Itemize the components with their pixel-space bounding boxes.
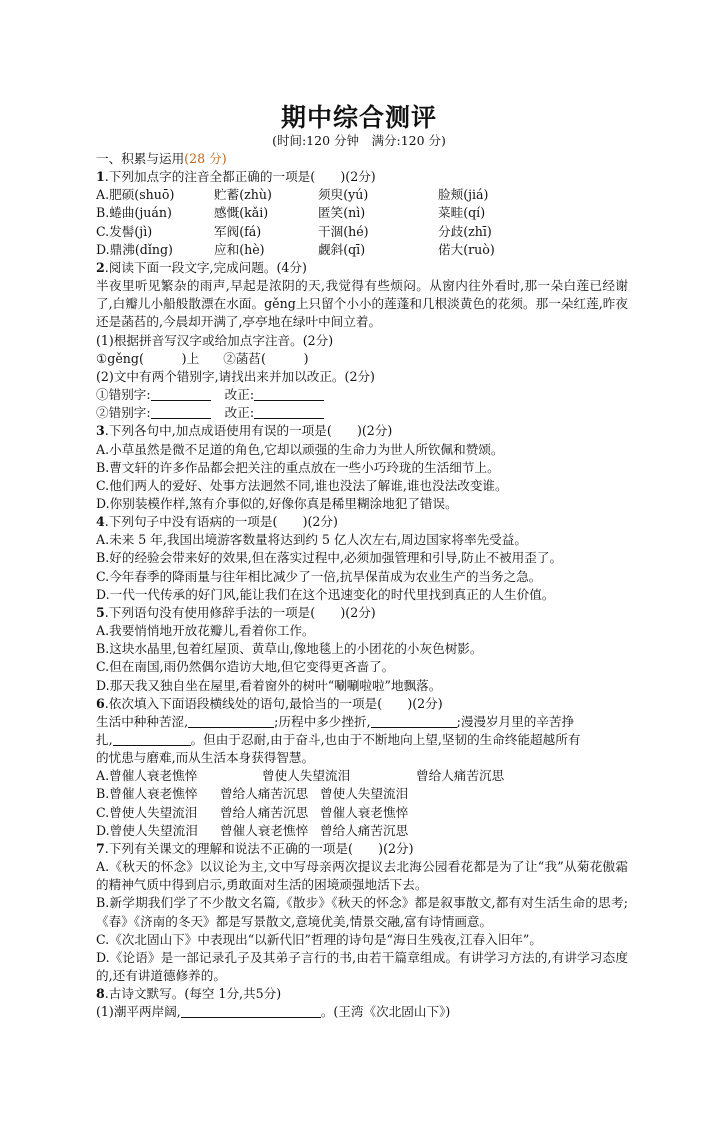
- question-number: 4: [96, 514, 105, 530]
- option: B.新学期我们学了不少散文名篇,《散步》《秋天的怀念》都是叙事散文,都有对生活生命的思考;《春》《济南的冬天》都是写景散文,意境优美,情景交融,富有诗情画意。: [96, 895, 628, 929]
- answer-blank[interactable]: [371, 714, 457, 728]
- answer-blank[interactable]: [254, 387, 324, 401]
- fill-in-line: 扎, 。但由于忍耐,由于奋斗,也由于不断地向上望,坚韧的生命终能超越所有: [96, 732, 581, 747]
- page-title: 期中综合测评: [280, 103, 437, 132]
- section-heading: [96, 150, 628, 168]
- option: C.但在南国,雨仍然偶尔造访大地,但它变得更吝啬了。: [96, 659, 395, 675]
- question-number: 2: [96, 259, 105, 275]
- option: A.《秋天的怀念》以议论为主,文中写母亲两次提议去北海公园看花都是为了让“我”从菊花傲霜的精神气质中得到启示,勇敢面对生活的困境顽强地活下去。: [96, 859, 628, 893]
- option-row: D.曾使人失望流泪 曾催人衰老憔悴 曾给人痛苦沉思: [96, 822, 409, 838]
- sub-question: (2)文中有两个错别字,请找出来并加以改正。(2分): [96, 368, 375, 384]
- option-row: B.蜷曲(juán) 感慨(kǎi) 匿笑(nì) 菜畦(qí): [96, 205, 486, 221]
- answer-line: ①gěng( )上 ②菡萏( ): [96, 350, 309, 366]
- question-7-stem: 7.下列有关课文的理解和说法不正确的一项是( )(2分): [96, 840, 414, 856]
- question-8-stem: 8.古诗文默写。(每空 1分,共5分): [96, 986, 282, 1002]
- option-row: C.发髻(jì) 军阀(fá) 干涸(hé) 分歧(zhī): [96, 223, 492, 239]
- option-row: A.肥硕(shuō) 贮蓄(zhù) 须臾(yú) 脸颊(jiá): [96, 187, 489, 203]
- answer-blank[interactable]: [151, 387, 211, 401]
- option-row: B.曾催人衰老憔悴 曾给人痛苦沉思 曾使人失望流泪: [96, 786, 409, 802]
- option: D.一代一代传承的好门风,能让我们在这个迅速变化的时代里找到真正的人生价值。: [96, 586, 555, 602]
- fill-in-line: (1)潮平两岸阔, 。(王湾《次北固山下》): [96, 1004, 451, 1020]
- option: A.我要悄悄地开放花瓣儿,看着你工作。: [96, 623, 315, 639]
- option: A.小草虽然是微不足道的角色,它却以顽强的生命力为世人所钦佩和赞颂。: [96, 441, 504, 457]
- option: D.那天我又独自坐在屋里,看着窗外的树叶“唰唰啦啦”地飘落。: [96, 677, 442, 693]
- answer-line: ②错别字: 改正:: [96, 404, 628, 422]
- answer-blank[interactable]: [181, 1004, 321, 1018]
- fill-in-line: 生活中种种苦涩, ;历程中多少挫折, ;漫漫岁月里的辛苦挣: [96, 713, 575, 729]
- question-4-stem: 4.下列句子中没有语病的一项是( )(2分): [96, 514, 338, 530]
- option: C.他们两人的爱好、处事方法迥然不同,谁也没法了解谁,谁也没法改变谁。: [96, 477, 508, 493]
- answer-blank[interactable]: [113, 732, 191, 746]
- question-number: 3: [96, 423, 105, 439]
- exam-info: (时间:120 分钟 满分:120 分): [272, 133, 446, 148]
- option: B.曹文轩的许多作品都会把关注的重点放在一些小巧玲珑的生活细节上。: [96, 459, 500, 475]
- question-number: 8: [96, 986, 105, 1002]
- option-row: A.曾催人衰老憔悴 曾使人失望流泪 曾给人痛苦沉思: [96, 768, 505, 784]
- answer-blank[interactable]: [151, 405, 211, 419]
- fill-in-line: 的忧患与磨难,而从生活本身获得智慧。: [96, 750, 315, 766]
- option: C.今年春季的降雨量与往年相比减少了一倍,抗旱保苗成为农业生产的当务之急。: [96, 568, 542, 584]
- question-number: 6: [96, 695, 105, 711]
- question-1-stem: 1.下列加点字的注音全都正确的一项是( )(2分): [96, 169, 376, 185]
- option: A.未来 5 年,我国出境游客数量将达到约 5 亿人次左右,周边国家将率先受益。: [96, 532, 527, 548]
- question-number: 5: [96, 604, 105, 620]
- question-number: 1: [96, 169, 105, 185]
- question-number: 7: [96, 840, 105, 856]
- option: D.你别装模作样,煞有介事似的,好像你真是稀里糊涂地犯了错误。: [96, 495, 458, 511]
- reading-passage: 半夜里听见繁杂的雨声,早起是浓阴的天,我觉得有些烦闷。从窗内往外看时,那一朵白莲已经谢了,白瓣儿小船般散漂在水面。gěng上只留个小小的莲蓬和几根淡黄色的花须。那一朵红莲,昨夜还是菡萏的,今晨却开满了,亭亭地在绿叶中间立着。: [96, 278, 628, 330]
- question-5-stem: 5.下列语句没有使用修辞手法的一项是( )(2分): [96, 604, 376, 620]
- question-3-stem: 3.下列各句中,加点成语使用有误的一项是( )(2分): [96, 423, 393, 439]
- sub-question: (1)根据拼音写汉字或给加点字注音。(2分): [96, 332, 334, 348]
- option: B.这块水晶里,包着红屋顶、黄草山,像地毯上的小团花的小灰色树影。: [96, 641, 483, 657]
- section-title: 一、积累与运用: [96, 151, 185, 166]
- exam-body: [96, 150, 628, 1022]
- option: C.《次北固山下》中表现出“以新代旧”哲理的诗句是“海日生残夜,江春入旧年”。: [96, 931, 542, 947]
- answer-line: ①错别字: 改正:: [96, 386, 628, 404]
- question-6-stem: 6.依次填入下面语段横线处的语句,最恰当的一项是( )(2分): [96, 695, 443, 711]
- option-row: D.鼎沸(dǐng) 应和(hè) 觑斜(qī) 偌大(ruò): [96, 241, 495, 257]
- answer-blank[interactable]: [254, 405, 324, 419]
- option: B.好的经验会带来好的效果,但在落实过程中,必须加强管理和引导,防止不被用歪了。: [96, 550, 563, 566]
- question-2-stem: 2.阅读下面一段文字,完成问题。(4分): [96, 259, 307, 275]
- option: D.《论语》是一部记录孔子及其弟子言行的书,由若干篇章组成。有讲学习方法的,有讲学习态度的,还有讲道德修养的。: [96, 949, 628, 984]
- option-row: C.曾使人失望流泪 曾给人痛苦沉思 曾催人衰老憔悴: [96, 804, 409, 820]
- answer-blank[interactable]: [188, 714, 274, 728]
- section-score: (28 分): [184, 151, 227, 166]
